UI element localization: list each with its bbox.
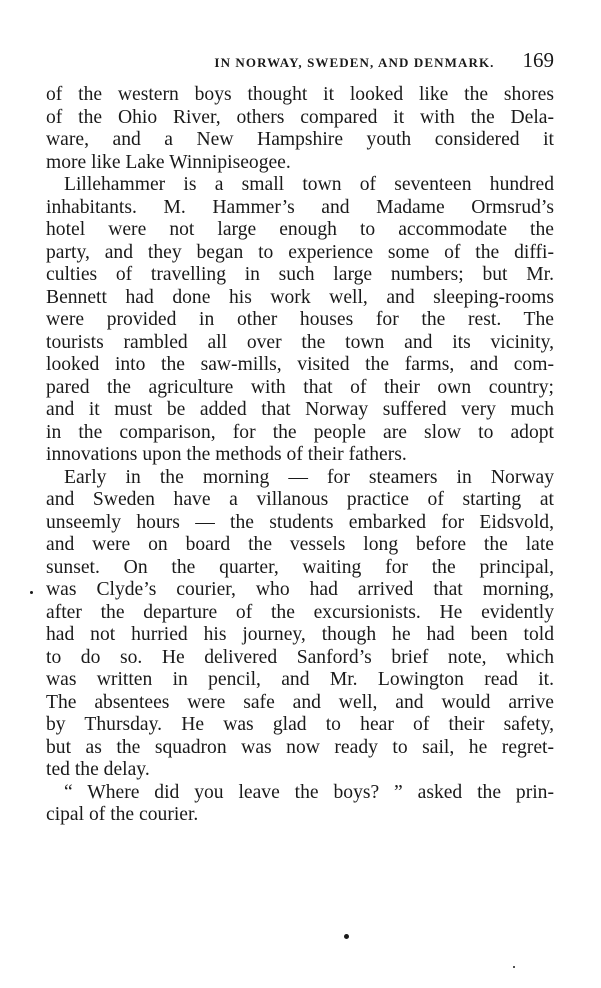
ink-speck (344, 934, 349, 939)
text-line: but as the squadron was now ready to sail, he regret- (46, 736, 554, 758)
text-line: hotel were not large enough to accommodate the (46, 219, 554, 240)
text-line: more like Lake Winnipiseogee. (46, 151, 291, 173)
text-line: of the western boys thought it looked like the shores (46, 84, 554, 105)
text-line: The absentees were safe and well, and would arrive (46, 691, 554, 713)
text-line: cipal of the courier. (46, 804, 199, 825)
page-number: 169 (522, 48, 554, 72)
text-line: after the departure of the excursionists. He evidently (46, 601, 554, 623)
running-title: IN NORWAY, SWEDEN, AND DENMARK. (214, 55, 495, 70)
text-line: ware, and a New Hampshire youth considered it (46, 129, 554, 150)
ink-speck (513, 966, 515, 968)
text-line: pared the agriculture with that of their own country; (46, 376, 554, 398)
text-line: were provided in other houses for the rest. The (46, 309, 554, 330)
paragraph-3 (46, 467, 554, 782)
text-line: Early in the morning — for steamers in Norway (64, 466, 554, 488)
text-line: “ Where did you leave the boys? ” asked the prin- (64, 781, 554, 803)
text-line: party, and they began to experience some of the diffi- (46, 241, 554, 263)
text-line: to do so. He delivered Sanford’s brief note, which (46, 646, 554, 668)
text-line: Lillehammer is a small town of seventeen hundred (64, 174, 554, 195)
page-header (46, 48, 554, 84)
text-line: was Clyde’s courier, who had arrived that morning, (46, 579, 554, 600)
text-line: and were on board the vessels long before the late (46, 534, 554, 555)
text-line: unseemly hours — the students embarked for Eidsvold, (46, 511, 554, 533)
text-line: had not hurried his journey, though he had been told (46, 624, 554, 645)
book-page (46, 48, 554, 827)
paragraph-1 (46, 84, 554, 174)
text-line: tourists rambled all over the town and its vicinity, (46, 331, 554, 353)
ink-speck (30, 591, 33, 594)
text-line: ted the delay. (46, 759, 150, 780)
paragraph-4 (46, 782, 554, 827)
text-line: looked into the saw-mills, visited the farms, and com- (46, 354, 554, 375)
text-line: of the Ohio River, others compared it with the Dela- (46, 106, 554, 128)
text-line: was written in pencil, and Mr. Lowington read it. (46, 669, 554, 690)
text-line: culties of travelling in such large numbers; but Mr. (46, 264, 554, 285)
text-line: and Sweden have a villanous practice of starting at (46, 489, 554, 510)
text-line: and it must be added that Norway suffered very much (46, 399, 554, 420)
text-line: by Thursday. He was glad to hear of their safety, (46, 714, 554, 735)
text-line: inhabitants. M. Hammer’s and Madame Ormsrud’s (46, 196, 554, 218)
text-line: sunset. On the quarter, waiting for the principal, (46, 556, 554, 578)
text-line: Bennett had done his work well, and sleeping-rooms (46, 286, 554, 308)
paragraph-2 (46, 174, 554, 467)
text-line: innovations upon the methods of their fathers. (46, 444, 407, 465)
text-line: in the comparison, for the people are slow to adopt (46, 421, 554, 443)
